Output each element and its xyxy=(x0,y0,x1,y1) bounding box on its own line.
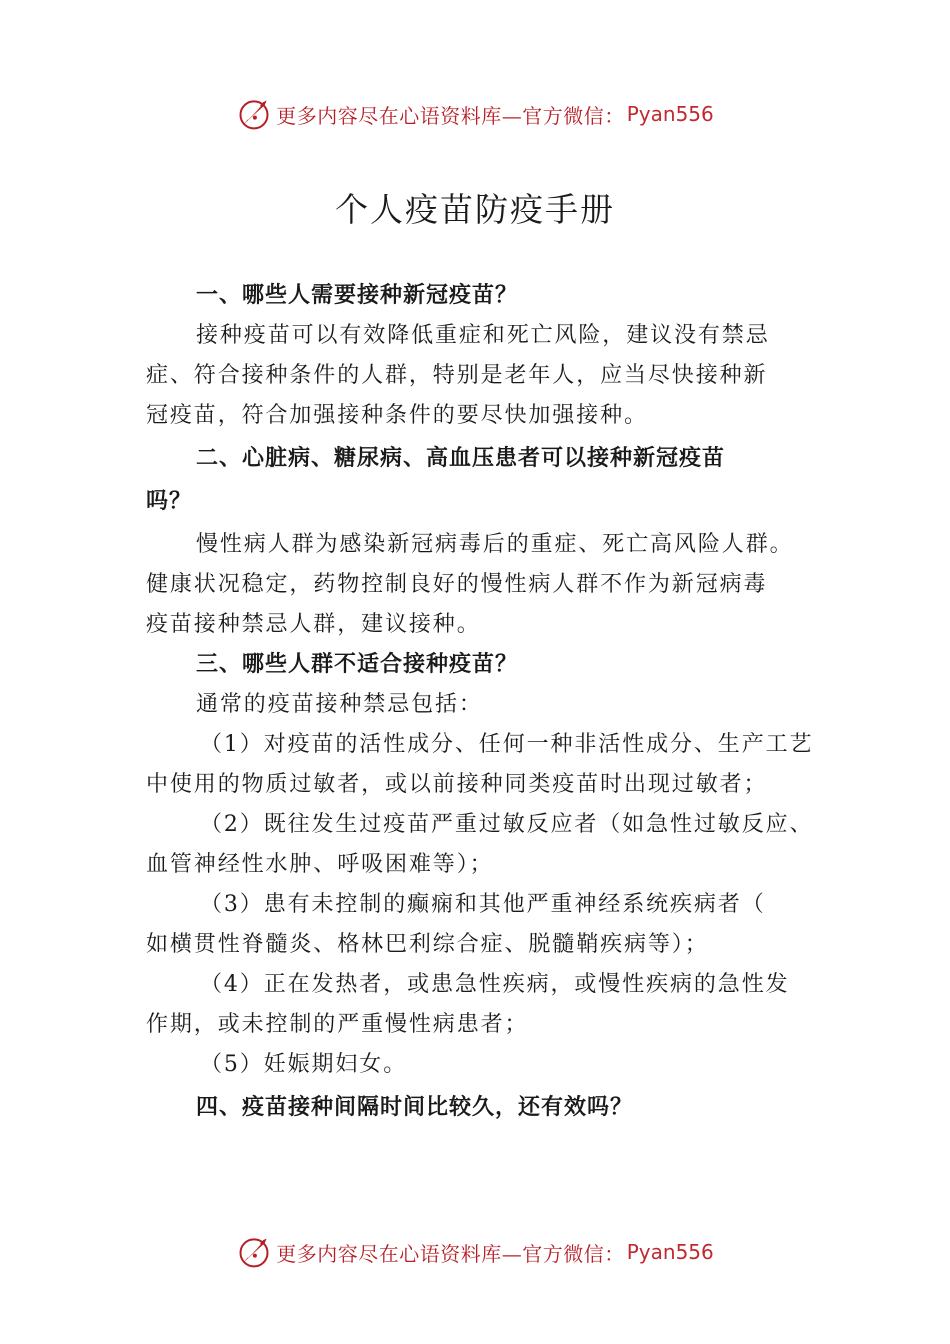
paragraph-line: 症、符合接种条件的人群，特别是老年人，应当尽快接种新 xyxy=(146,363,768,388)
watermark-wechat-id: Pyan556 xyxy=(626,1240,714,1264)
list-item-1-cont: 中使用的物质过敏者，或以前接种同类疫苗时出现过敏者； xyxy=(146,772,768,797)
paragraph-line: 冠疫苗，符合加强接种条件的要尽快加强接种。 xyxy=(146,403,648,428)
quill-pen-logo-icon xyxy=(236,1234,272,1270)
watermark-wechat-id: Pyan556 xyxy=(626,102,714,126)
quill-pen-logo-icon xyxy=(236,96,272,132)
list-item-2: （2）既往发生过疫苗严重过敏反应者（如急性过敏反应、 xyxy=(200,812,814,837)
paragraph-line: 健康状况稳定，药物控制良好的慢性病人群不作为新冠病毒 xyxy=(146,572,768,597)
document-title: 个人疫苗防疫手册 xyxy=(335,190,615,229)
watermark-text: 更多内容尽在心语资料库—官方微信： xyxy=(276,103,625,128)
section-heading-2: 二、心脏病、糖尿病、高血压患者可以接种新冠疫苗 xyxy=(196,446,726,471)
section-heading-1: 一、哪些人需要接种新冠疫苗？ xyxy=(196,283,519,308)
list-item-5: （5）妊娠期妇女。 xyxy=(200,1052,408,1077)
paragraph-line: 通常的疫苗接种禁忌包括： xyxy=(196,692,483,717)
section-heading-4: 四、疫苗接种间隔时间比较久，还有效吗？ xyxy=(196,1095,634,1120)
list-item-1: （1）对疫苗的活性成分、任何一种非活性成分、生产工艺 xyxy=(200,732,814,757)
paragraph-line: 慢性病人群为感染新冠病毒后的重症、死亡高风险人群。 xyxy=(196,532,794,557)
section-heading-2-cont: 吗？ xyxy=(146,489,193,514)
paragraph-line: 接种疫苗可以有效降低重症和死亡风险，建议没有禁忌 xyxy=(196,323,770,348)
list-item-3: （3）患有未控制的癫痫和其他严重神经系统疾病者（ xyxy=(200,892,766,917)
watermark-text: 更多内容尽在心语资料库—官方微信： xyxy=(276,1241,625,1266)
document-body xyxy=(146,276,836,1128)
header-watermark xyxy=(0,94,950,134)
footer-watermark xyxy=(0,1232,950,1272)
section-heading-3: 三、哪些人群不适合接种疫苗？ xyxy=(196,652,519,677)
list-item-4: （4）正在发热者，或患急性疾病，或慢性疾病的急性发 xyxy=(200,972,790,997)
paragraph-line: 疫苗接种禁忌人群，建议接种。 xyxy=(146,612,481,637)
list-item-2-cont: 血管神经性水肿、呼吸困难等）； xyxy=(146,852,494,877)
list-item-4-cont: 作期，或未控制的严重慢性病患者； xyxy=(146,1012,529,1037)
list-item-3-cont: 如横贯性脊髓炎、格林巴利综合症、脱髓鞘疾病等）； xyxy=(146,932,709,957)
